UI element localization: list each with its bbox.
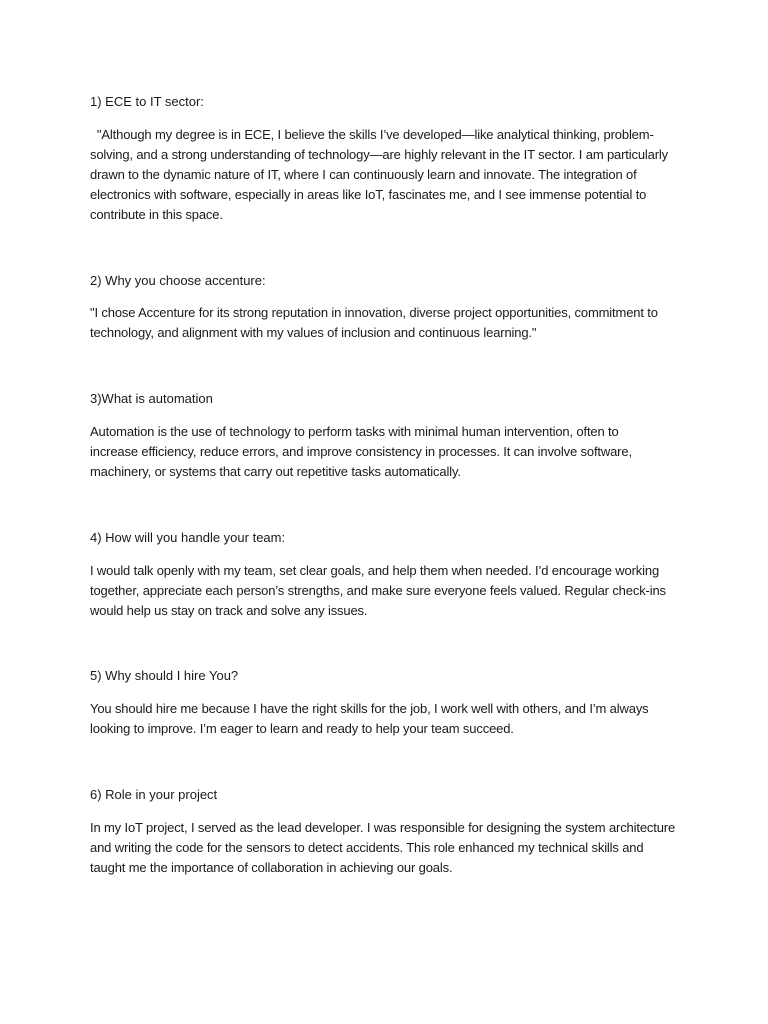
answer-line: "Although my degree is in ECE, I believe the skills I’ve developed—like analytical thinking, problem- [90, 127, 654, 142]
answer-1-paragraph [90, 125, 690, 225]
answer-line: electronics with software, especially in areas like IoT, fascinates me, and I see immense potential to [90, 187, 647, 202]
question-6-heading: 6) Role in your project [90, 787, 218, 802]
question-5-heading: 5) Why should I hire You? [90, 668, 239, 683]
question-3-heading: 3)What is automation [90, 391, 213, 406]
answer-line: I would talk openly with my team, set clear goals, and help them when needed. I’d encourage working [90, 563, 660, 578]
answer-line: solving, and a strong understanding of technology—are highly relevant in the IT sector. I am particularly [90, 147, 669, 162]
answer-line: and writing the code for the sensors to detect accidents. This role enhanced my technical skills and [90, 840, 644, 855]
question-2-heading: 2) Why you choose accenture: [90, 273, 266, 288]
answer-3-paragraph [90, 422, 690, 482]
question-1-heading: 1) ECE to IT sector: [90, 94, 204, 109]
answer-line: contribute in this space. [90, 207, 223, 222]
answer-line: machinery, or systems that carry out repetitive tasks automatically. [90, 464, 461, 479]
answer-line: In my IoT project, I served as the lead developer. I was responsible for designing the system architecture [90, 820, 676, 835]
answer-2-paragraph [90, 303, 690, 343]
answer-line: taught me the importance of collaboration in achieving our goals. [90, 860, 453, 875]
answer-line: "I chose Accenture for its strong reputation in innovation, diverse project opportunities, commitment to [90, 305, 658, 320]
answer-4-paragraph [90, 561, 690, 621]
answer-line: drawn to the dynamic nature of IT, where I can continuously learn and innovate. The integration of [90, 167, 637, 182]
answer-5-paragraph [90, 699, 690, 739]
answer-line: technology, and alignment with my values of inclusion and continuous learning." [90, 325, 537, 340]
answer-line: Automation is the use of technology to perform tasks with minimal human intervention, often to [90, 424, 619, 439]
answer-line: looking to improve. I’m eager to learn and ready to help your team succeed. [90, 721, 514, 736]
answer-line: You should hire me because I have the right skills for the job, I work well with others, and I’m always [90, 701, 649, 716]
answer-line: would help us stay on track and solve any issues. [90, 603, 368, 618]
answer-line: together, appreciate each person’s strengths, and make sure everyone feels valued. Regular check-ins [90, 583, 666, 598]
answer-6-paragraph [90, 818, 690, 878]
question-4-heading: 4) How will you handle your team: [90, 530, 286, 545]
answer-line: increase efficiency, reduce errors, and improve consistency in processes. It can involve software, [90, 444, 632, 459]
